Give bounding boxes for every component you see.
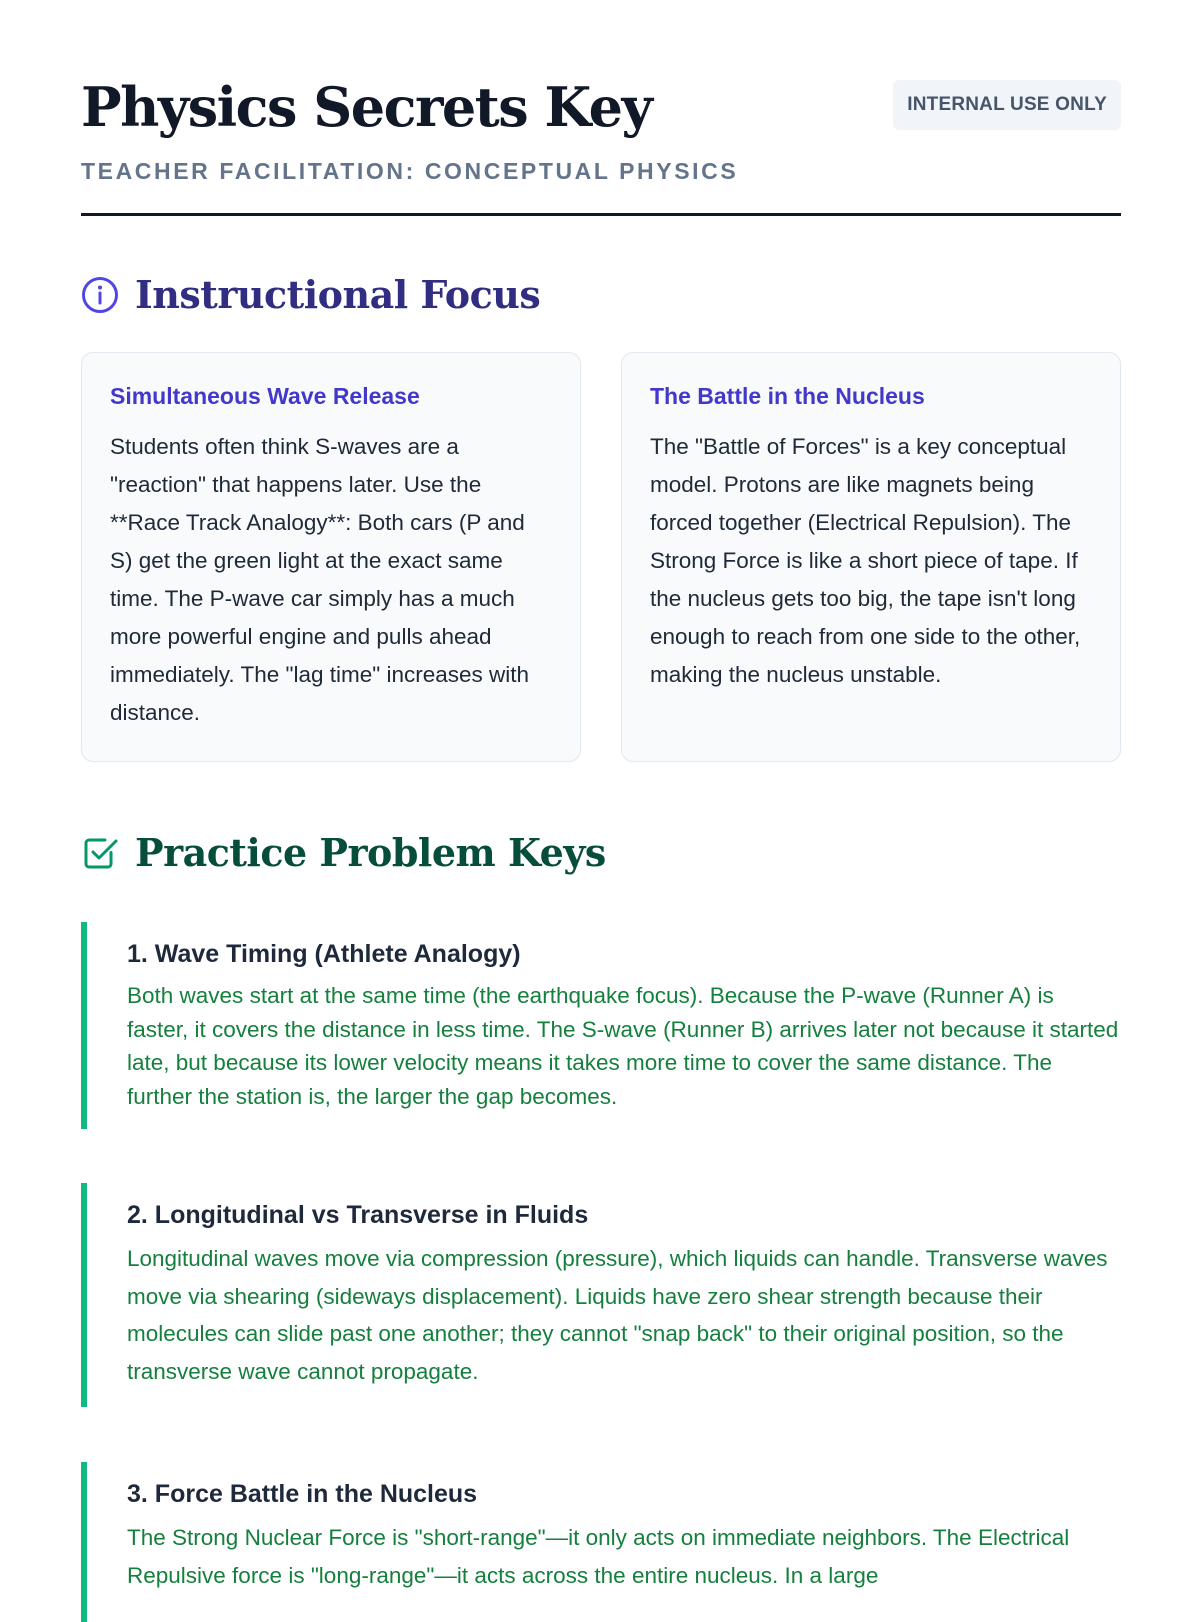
practice-keys-heading bbox=[81, 830, 606, 875]
problem-key-answer: Both waves start at the same time (the earthquake focus). Because the P-wave (Runner A) is faster, it covers the distance in less time. The S-wave (Runner B) arrives later not because it started late, but because its lower velocity means it takes more time to cover the same distance. The further the station is, the larger the gap becomes. bbox=[127, 983, 1119, 1109]
focus-card-body: Students often think S-waves are a "reaction" that happens later. Use the **Race Track Analogy**: Both cars (P and S) get the green light at the exact same time. The P-wave car simply has a much more powerful engine and pulls ahead immediately. The "lag time" increases with distance. bbox=[110, 434, 530, 725]
instructional-focus-heading bbox=[81, 272, 540, 317]
document-header bbox=[81, 74, 1121, 216]
problem-key bbox=[81, 1462, 1121, 1622]
focus-card-body: The "Battle of Forces" is a key conceptual model. Protons are like magnets being forced together (Electrical Repulsion). The Strong Force is like a short piece of tape. If the nucleus gets too big, the tape isn't long enough to reach from one side to the other, making the nucleus unstable. bbox=[650, 434, 1081, 687]
info-circle-icon bbox=[81, 275, 121, 315]
focus-card bbox=[81, 352, 581, 762]
section-title: Instructional Focus bbox=[135, 272, 541, 317]
focus-cards bbox=[81, 352, 1121, 762]
problem-key-title: 1. Wave Timing (Athlete Analogy) bbox=[127, 940, 521, 968]
checkbox-checked-icon bbox=[81, 833, 121, 873]
focus-card bbox=[621, 352, 1121, 762]
internal-use-badge: INTERNAL USE ONLY bbox=[893, 80, 1121, 130]
section-title: Practice Problem Keys bbox=[135, 830, 606, 875]
problem-key bbox=[81, 1183, 1121, 1407]
page-subtitle: TEACHER FACILITATION: CONCEPTUAL PHYSICS bbox=[81, 158, 739, 184]
page-title: Physics Secrets Key bbox=[81, 75, 652, 139]
focus-card-title: Simultaneous Wave Release bbox=[110, 383, 420, 409]
problem-key-title: 3. Force Battle in the Nucleus bbox=[127, 1480, 478, 1508]
problem-key-title: 2. Longitudinal vs Transverse in Fluids bbox=[127, 1201, 589, 1229]
problem-key bbox=[81, 922, 1121, 1129]
problem-key-answer: The Strong Nuclear Force is "short-range"—it only acts on immediate neighbors. The Electrical Repulsive force is "long-range"—it acts across the entire nucleus. In a large bbox=[127, 1525, 1070, 1588]
problem-key-answer: Longitudinal waves move via compression (pressure), which liquids can handle. Transverse waves move via shearing (sideways displacement). Liquids have zero shear strength because their molecules can slide past one another; they cannot "snap back" to their original position, so the transverse wave cannot propagate. bbox=[127, 1246, 1108, 1384]
focus-card-title: The Battle in the Nucleus bbox=[650, 383, 925, 409]
